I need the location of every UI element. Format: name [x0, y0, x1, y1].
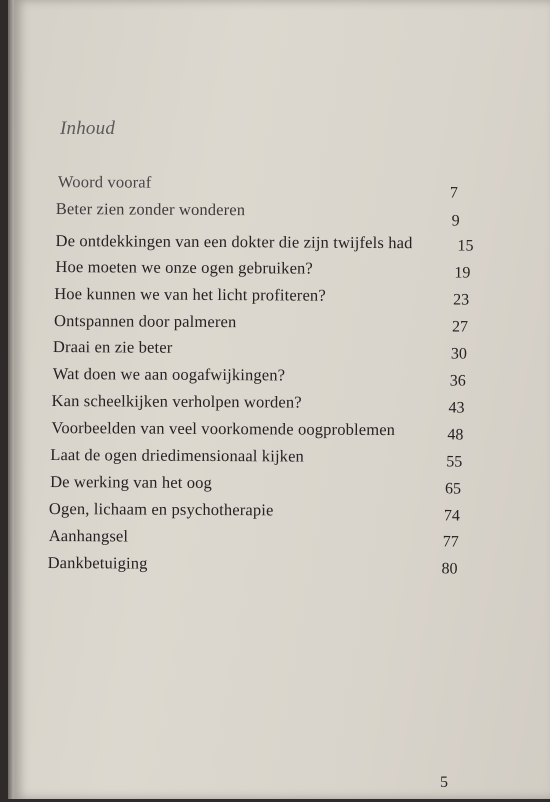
toc-entry-page: 74 [443, 507, 460, 525]
toc-entry-page: 7 [449, 184, 458, 202]
toc-entry-title: De werking van het oog [50, 472, 212, 492]
toc-entry-title: De ontdekkingen van een dokter die zijn twijfels had [55, 231, 413, 253]
toc-entry-title: Dankbetuiging [47, 552, 148, 573]
toc-entry-title: Ontspannen door palmeren [54, 311, 237, 332]
toc-entry-title: Hoe moeten we onze ogen gebruiken? [55, 257, 314, 278]
page-number: 5 [440, 774, 448, 791]
toc-entry-page: 43 [448, 399, 465, 417]
toc-entry-title: Draai en zie beter [52, 337, 173, 357]
toc-entry-page: 77 [442, 533, 459, 551]
toc-entry-title: Ogen, lichaam en psychotherapie [48, 498, 274, 520]
toc-entry-title: Hoe kunnen we van het licht profiteren? [54, 284, 326, 305]
toc-entry-page: 9 [451, 212, 460, 230]
page-title: Inhoud [60, 118, 116, 139]
toc-entry-page: 27 [451, 318, 469, 336]
toc-entry-page: 15 [457, 237, 474, 255]
toc-entry-page: 65 [445, 480, 462, 498]
toc-entry-title: Laat de ogen driedimensionaal kijken [50, 445, 305, 466]
toc-entry-title: Kan scheelkijken verholpen worden? [51, 391, 302, 412]
toc-entry-title: Voorbeelden van veel voorkomende oogproblemen [51, 418, 396, 440]
toc-entry-page: 55 [446, 453, 463, 471]
toc-entry-page: 19 [454, 264, 471, 282]
toc-entry-page: 48 [447, 426, 464, 444]
toc-entry-title: Wat doen we aan oogafwijkingen? [52, 364, 286, 385]
toc-entry-page: 80 [441, 560, 458, 578]
toc-entry-title: Aanhangsel [48, 525, 129, 546]
toc-entry-title: Beter zien zonder wonderen [55, 199, 246, 220]
toc-entry-page: 30 [450, 345, 467, 363]
toc-entry-title: Woord vooraf [57, 172, 152, 192]
toc-entry-page: 23 [453, 291, 470, 309]
toc-entry-page: 36 [449, 372, 466, 390]
